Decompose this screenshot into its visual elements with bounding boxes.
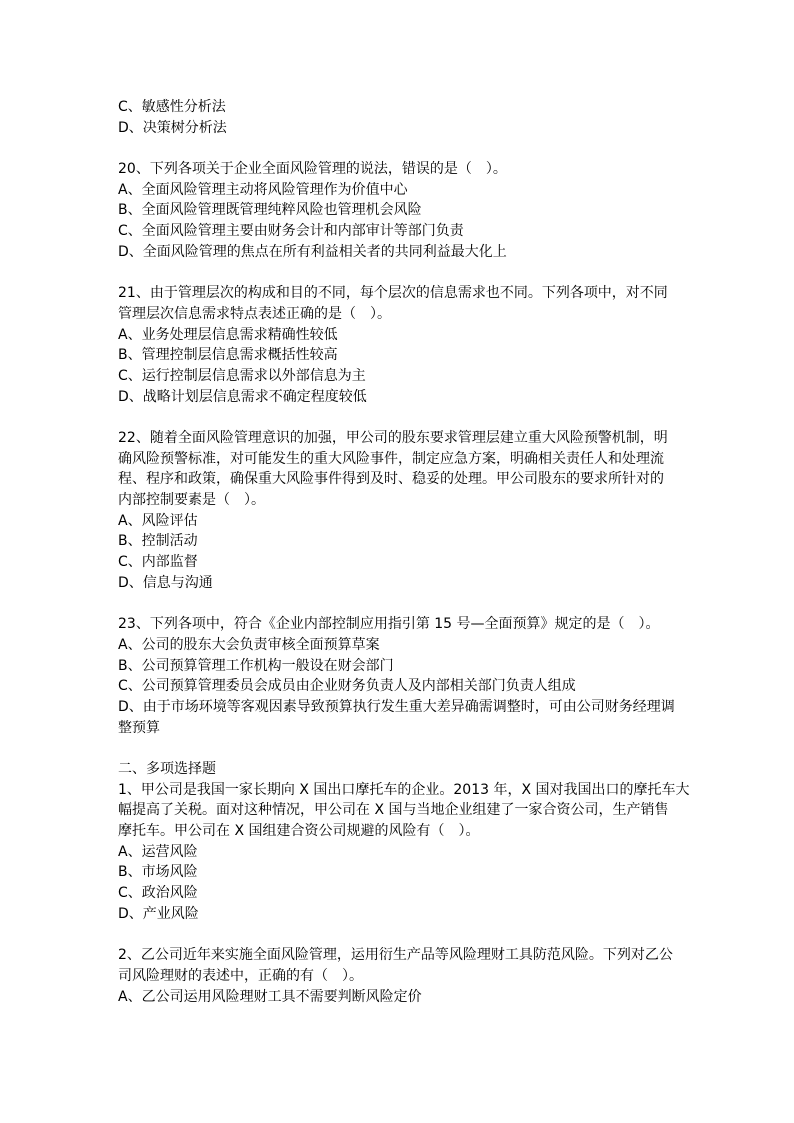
option-text: D、全面风险管理的焦点在所有利益相关者的共同利益最大化上: [118, 243, 507, 260]
question-stem: 司风险理财的表述中，正确的有（ ）。: [118, 967, 363, 984]
option-text: A、风险评估: [118, 512, 198, 529]
option-text: B、公司预算管理工作机构一般设在财会部门: [118, 657, 394, 674]
option-text: C、公司预算管理委员会成员由企业财务负责人及内部相关部门负责人组成: [118, 678, 576, 695]
blank-line: [118, 738, 688, 759]
option-text: A、乙公司运用风险理财工具不需要判断风险定价: [118, 988, 422, 1005]
blank-line: [118, 263, 688, 284]
section-title: 二、多项选择题: [118, 761, 216, 777]
question-stem: 20、下列各项关于企业全面风险管理的说法，错误的是（ ）。: [118, 161, 507, 178]
option-text: C、内部监督: [118, 554, 198, 571]
question-stem: 内部控制要素是（ ）。: [118, 492, 265, 509]
option-text: 整预算: [118, 719, 160, 736]
question-stem: 2、乙公司近年来实施全面风险管理，运用衍生产品等风险理财工具防范风险。下列对乙公: [118, 947, 673, 964]
option-text: B、管理控制层信息需求概括性较高: [118, 347, 338, 364]
option-text: B、全面风险管理既管理纯粹风险也管理机会风险: [118, 202, 422, 219]
option-text: D、由于市场环境等客观因素导致预算执行发生重大差异确需调整时，可由公司财务经理调: [118, 698, 675, 715]
option-text: B、市场风险: [118, 864, 198, 881]
option-text: D、信息与沟通: [118, 574, 213, 591]
option-text: D、决策树分析法: [118, 119, 227, 136]
option-text: D、战略计划层信息需求不确定程度较低: [118, 388, 367, 405]
option-text: A、公司的股东大会负责审核全面预算草案: [118, 636, 380, 653]
option-text: A、运营风险: [118, 843, 198, 860]
blank-line: [118, 925, 688, 946]
option-text: D、产业风险: [118, 905, 199, 922]
question-stem: 幅提高了关税。面对这种情况，甲公司在 X 国与当地企业组建了一家合资公司，生产销售: [118, 802, 669, 819]
option-text: C、敏感性分析法: [118, 99, 226, 115]
option-text: C、运行控制层信息需求以外部信息为主: [118, 367, 366, 384]
question-stem: 摩托车。甲公司在 X 国组建合资公司规避的风险有（ ）。: [118, 823, 480, 840]
question-stem: 22、随着全面风险管理意识的加强，甲公司的股东要求管理层建立重大风险预警机制，明: [118, 430, 668, 446]
question-stem: 1、甲公司是我国一家长期向 X 国出口摩托车的企业。2013 年，X 国对我国出口的摩托车大: [118, 781, 690, 798]
question-stem: 管理层次信息需求特点表述正确的是（ ）。: [118, 305, 391, 322]
option-text: C、全面风险管理主要由财务会计和内部审计等部门负责: [118, 223, 464, 240]
option-text: C、政治风险: [118, 885, 198, 902]
question-stem: 程、程序和政策，确保重大风险事件得到及时、稳妥的处理。甲公司股东的要求所针对的: [118, 471, 664, 488]
option-text: A、业务处理层信息需求精确性较低: [118, 326, 338, 343]
question-stem: 21、由于管理层次的构成和目的不同，每个层次的信息需求也不同。下列各项中，对不同: [118, 285, 668, 302]
blank-line: [118, 138, 688, 159]
blank-line: [118, 407, 688, 428]
option-text: B、控制活动: [118, 533, 198, 550]
option-text: A、全面风险管理主动将风险管理作为价值中心: [118, 181, 408, 198]
question-stem: 23、下列各项中，符合《企业内部控制应用指引第 15 号—全面预算》规定的是（ ）。: [118, 616, 660, 633]
document-body: [118, 97, 688, 1007]
blank-line: [118, 594, 688, 615]
question-stem: 确风险预警标准，对可能发生的重大风险事件，制定应急方案，明确相关责任人和处理流: [118, 450, 664, 467]
